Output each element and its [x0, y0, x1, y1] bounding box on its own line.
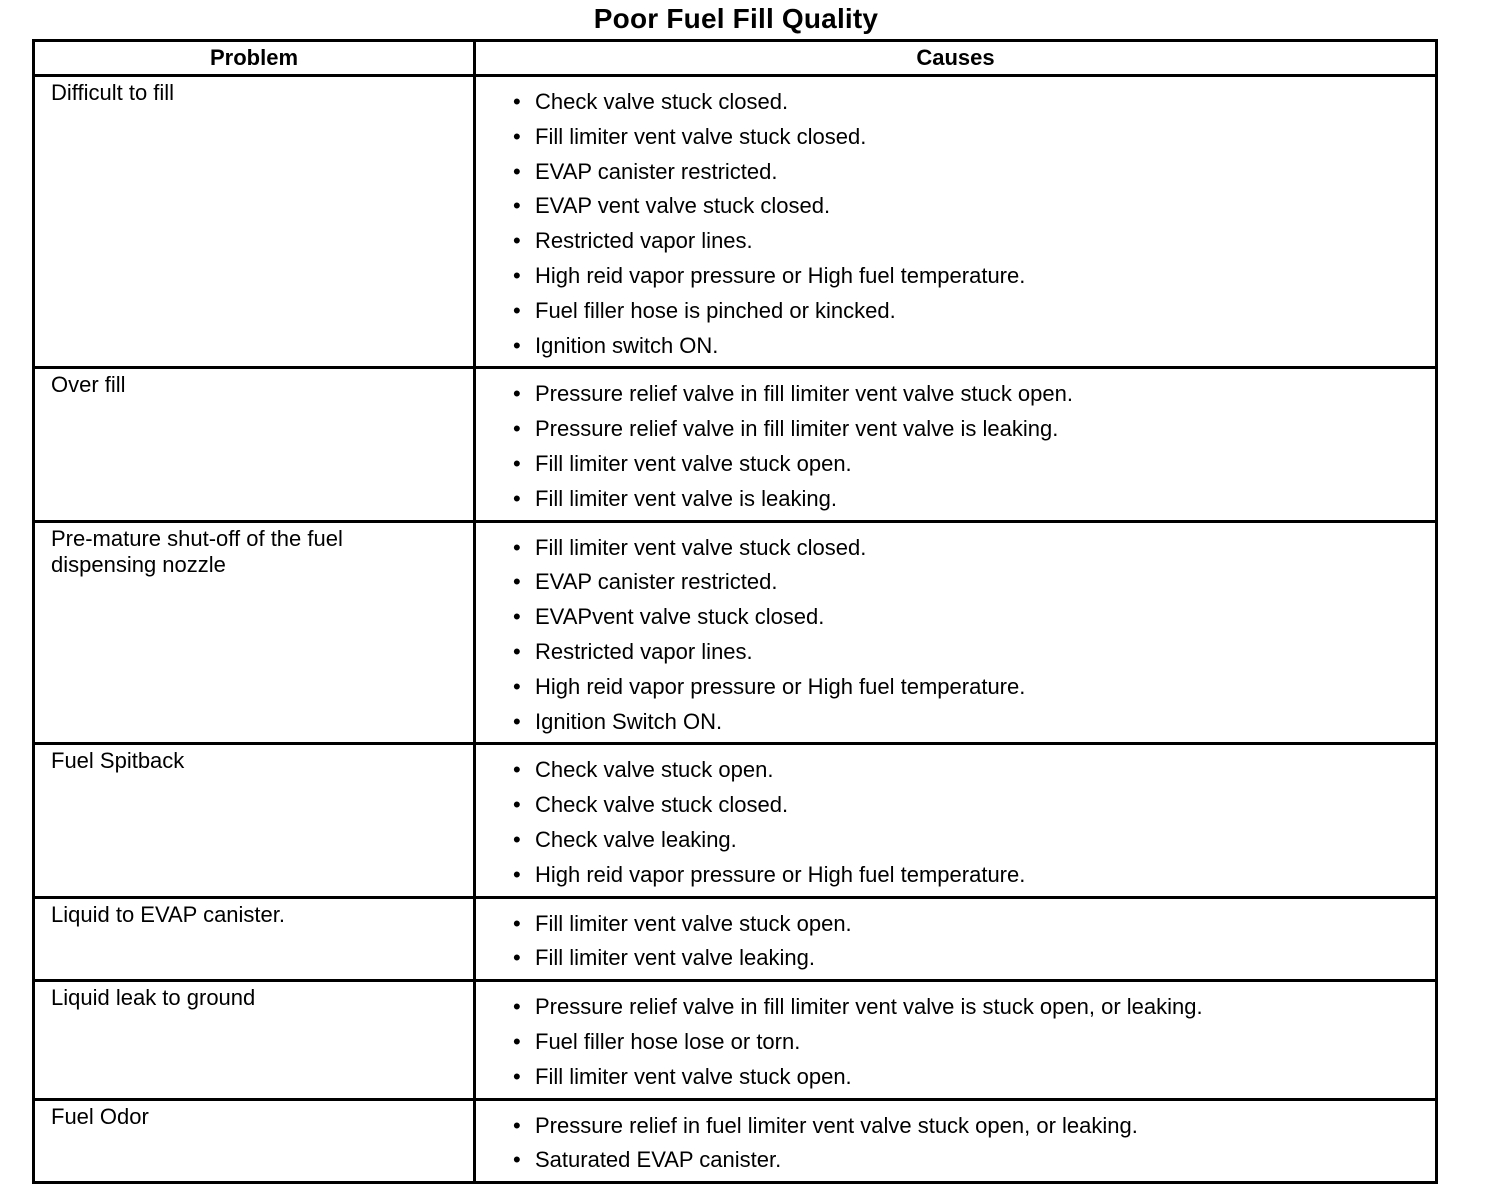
table-row — [34, 1099, 1437, 1183]
problem-cell — [34, 368, 475, 521]
causes-column-header: Causes — [475, 41, 1437, 76]
cause-item: • High reid vapor pressure or High fuel temperature. — [511, 861, 1435, 896]
causes-list — [476, 77, 1435, 366]
cause-item: • Fill limiter vent valve stuck closed. — [511, 534, 1435, 569]
cause-item: • Fill limiter vent valve stuck open. — [511, 910, 1435, 945]
problem-text: Liquid leak to ground — [51, 985, 256, 1011]
cause-item: • Fill limiter vent valve stuck open. — [511, 1063, 1435, 1098]
cause-item: • Pressure relief valve in fill limiter vent valve stuck open. — [511, 380, 1435, 415]
problem-cell — [34, 897, 475, 981]
cause-item: • Fill limiter vent valve stuck closed. — [511, 123, 1435, 158]
table-row — [34, 521, 1437, 744]
table-row — [34, 76, 1437, 368]
causes-cell — [475, 981, 1437, 1099]
cause-item: • Check valve leaking. — [511, 826, 1435, 861]
cause-item: • EVAP canister restricted. — [511, 568, 1435, 603]
table-body — [34, 76, 1437, 1183]
causes-list — [476, 523, 1435, 743]
header-row — [34, 41, 1437, 76]
causes-list — [476, 369, 1435, 519]
problem-column-header: Problem — [34, 41, 475, 76]
cause-item: • Fill limiter vent valve is leaking. — [511, 485, 1435, 520]
causes-cell — [475, 897, 1437, 981]
table-row — [34, 981, 1437, 1099]
cause-item: • EVAP canister restricted. — [511, 158, 1435, 193]
cause-item: • Restricted vapor lines. — [511, 638, 1435, 673]
problem-text: Liquid to EVAP canister. — [51, 901, 285, 927]
cause-item: • EVAPvent valve stuck closed. — [511, 603, 1435, 638]
cause-item: • Check valve stuck closed. — [511, 88, 1435, 123]
cause-item: • EVAP vent valve stuck closed. — [511, 192, 1435, 227]
cause-item: • Restricted vapor lines. — [511, 227, 1435, 262]
table-row — [34, 368, 1437, 521]
causes-list — [476, 899, 1435, 980]
causes-cell — [475, 744, 1437, 897]
problem-cell — [34, 744, 475, 897]
problem-text: Fuel Spitback — [51, 748, 185, 774]
cause-item: • Pressure relief valve in fill limiter vent valve is leaking. — [511, 415, 1435, 450]
cause-item: • Fuel filler hose lose or torn. — [511, 1028, 1435, 1063]
causes-cell — [475, 1099, 1437, 1183]
causes-list — [476, 745, 1435, 895]
problem-text: Fuel Odor — [51, 1103, 149, 1129]
cause-item: • Fuel filler hose is pinched or kincked. — [511, 297, 1435, 332]
causes-list — [476, 982, 1435, 1097]
table-row — [34, 744, 1437, 897]
cause-item: • High reid vapor pressure or High fuel temperature. — [511, 262, 1435, 297]
problem-text: Difficult to fill — [51, 80, 175, 105]
table-row — [34, 897, 1437, 981]
cause-item: • Ignition Switch ON. — [511, 708, 1435, 743]
cause-item: • Saturated EVAP canister. — [511, 1146, 1435, 1181]
page-title: Poor Fuel Fill Quality — [593, 3, 879, 34]
cause-item: • Fill limiter vent valve stuck open. — [511, 450, 1435, 485]
cause-item: • Check valve stuck open. — [511, 756, 1435, 791]
problem-text: Over fill — [51, 372, 126, 398]
causes-cell — [475, 76, 1437, 368]
causes-cell — [475, 368, 1437, 521]
problem-cell — [34, 76, 475, 368]
causes-cell — [475, 521, 1437, 744]
problem-text: Pre-mature shut-off of the fuel dispensing nozzle — [51, 525, 343, 577]
cause-item: • Pressure relief valve in fill limiter vent valve is stuck open, or leaking. — [511, 993, 1435, 1028]
cause-item: • High reid vapor pressure or High fuel temperature. — [511, 673, 1435, 708]
problem-cell — [34, 1099, 475, 1183]
causes-list — [476, 1101, 1435, 1182]
cause-item: • Ignition switch ON. — [511, 332, 1435, 367]
cause-item: • Check valve stuck closed. — [511, 791, 1435, 826]
problem-cell — [34, 981, 475, 1099]
cause-item: • Fill limiter vent valve leaking. — [511, 944, 1435, 979]
problem-cell — [34, 521, 475, 744]
fuel-fill-table — [32, 39, 1438, 1184]
cause-item: • Pressure relief in fuel limiter vent valve stuck open, or leaking. — [511, 1112, 1435, 1147]
